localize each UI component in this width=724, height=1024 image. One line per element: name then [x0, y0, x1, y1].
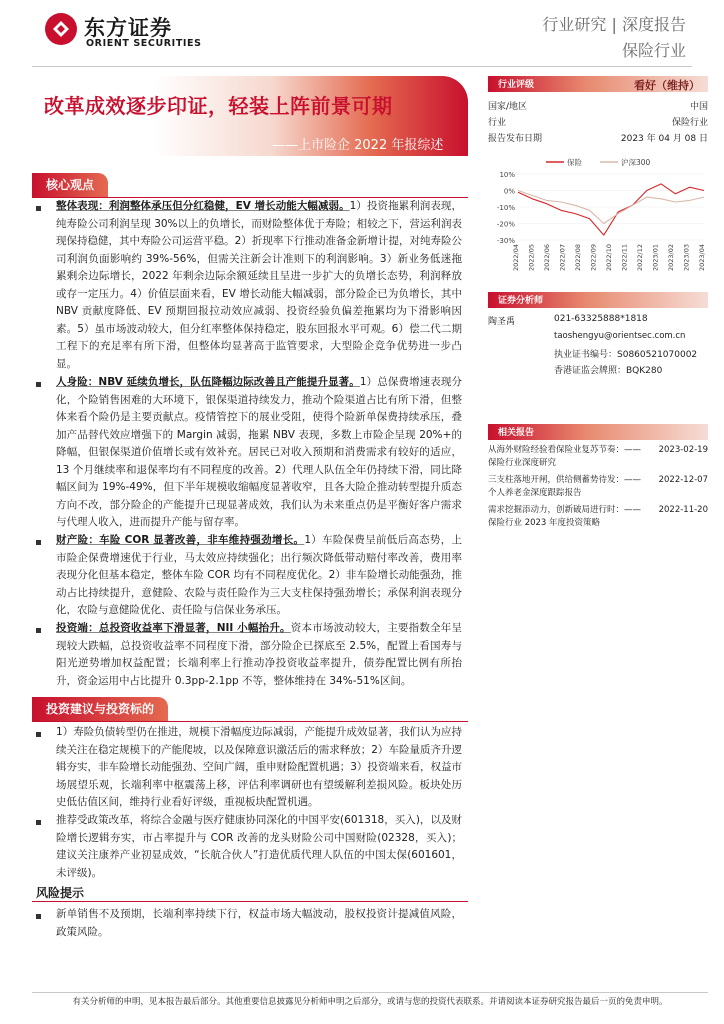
bullet-icon	[36, 628, 41, 633]
related-label: 相关报告	[498, 428, 535, 438]
performance-chart	[488, 152, 710, 278]
info-value: 2023 年 04 月 08 日	[620, 134, 708, 144]
analyst-phone: 021-63325888*1818	[554, 314, 648, 324]
related-report-date: 2022-11-20	[658, 505, 708, 515]
section-investment	[32, 697, 468, 722]
chart-x-tick-label: 2023/03	[682, 244, 691, 272]
related-report-title: 从海外财险经验看保险业复苏节奏：——	[488, 445, 642, 455]
chart-x-tick-label: 2022/07	[558, 244, 567, 272]
info-key: 报告发布日期	[488, 134, 543, 144]
bullet-icon	[36, 206, 41, 211]
info-key: 行业	[488, 118, 507, 128]
info-row	[488, 115, 708, 128]
footer-divider	[32, 992, 708, 993]
chart-x-tick-label: 2023/01	[651, 244, 660, 272]
bullet-icon	[36, 820, 41, 825]
chart-x-tick-label: 2022/05	[527, 244, 536, 272]
section-core-views-label: 核心观点	[32, 173, 108, 197]
related-bar	[488, 424, 708, 440]
chart-x-tick-label: 2022/06	[543, 244, 551, 272]
core-view-text: 1）车险保费呈前低后高态势，上市险企保费增速优于行业，马太效应持续强化；出行频次降低带动赔付率改善，费用率表现分化但基本稳定，整体车险 COR 均有不同程度优化。2）非车险增长动能强劲，推动占比持续提升，意健险、农险与责任险作为三大支柱保持强劲增长；承保利润表现分化，农险与意健险优化、责任险与信保业务承压。	[56, 534, 462, 616]
bullet-icon	[36, 540, 41, 545]
chart-y-tick-label: -30%	[496, 237, 515, 245]
chart-x-tick-label: 2022/08	[574, 244, 582, 272]
investment-paragraph: 推荐受政策改革，将综合金融与医疗健康协同深化的中国平安(601318，买入)，以及财险增长逻辑夯实，市占率提升与 COR 改善的龙头财险公司中国财险(02328，买入)；建议关注康养产业初显成效，“长航合伙人”打造优质代理人队伍的中国太保(601601，未评级)。	[56, 814, 462, 879]
chart-x-tick-label: 2022/04	[512, 244, 520, 272]
related-report-date: 2022-12-07	[658, 475, 708, 485]
info-value: 保险行业	[671, 118, 708, 128]
chart-x-tick-label: 2022/09	[589, 244, 598, 272]
report-type: 行业研究 | 深度报告	[542, 15, 686, 34]
chart-y-tick-label: 0%	[503, 187, 515, 196]
rating-label: 行业评级	[498, 80, 535, 90]
core-view-text: 1）总保费增速表现分化，个险销售困难的大环境下，银保渠道持续发力，推动个险渠道占比有所下滑，但整体来看个险仍是主要贡献点。疫情管控下的展业受阻，使得个险新单保费持续承压，叠加产品替代效应增强下的 Margin 减弱，拖累 NBV 表现，多数上市险企呈现 20%+的降幅，但银保渠道价值增长或有效补充。居民已对收入预期和消费需求有较好的适应，13 个月继续率和退保率均有不同程度的改善。2）代理人队伍全年仍持续下滑，同比降幅区间为 19%-49%，但下半年规模收缩幅度显著收窄，且各大险企推动转型提升质态方向不改，部分险企的产能提升已现显著成效，我们认为未来重点仍是平衡好客户需求与代理人收入，进而提升产能与留存率。	[56, 376, 462, 528]
chart-x-tick-label: 2023/02	[667, 244, 675, 272]
info-row	[488, 131, 708, 144]
bullet-icon	[36, 914, 41, 919]
related-report-item[interactable]	[488, 504, 708, 530]
core-view-paragraph	[56, 532, 462, 620]
section-core-views	[32, 173, 468, 198]
analyst-hk-license: 香港证监会牌照：BQK280	[554, 366, 663, 376]
chart-x-tick-label: 2022/10	[605, 244, 613, 272]
info-row	[488, 99, 708, 112]
brand-logo-icon	[44, 12, 78, 46]
chart-legend-label: 保险	[567, 158, 582, 167]
industry-name: 保险行业	[621, 41, 686, 60]
bullet-icon	[36, 732, 41, 737]
info-value: 中国	[689, 102, 708, 112]
core-view-lead: 人身险：NBV 延续负增长，队伍降幅边际改善且产能提升显著。	[56, 376, 360, 388]
related-report-sub: 保险行业 2023 年度投资策略	[488, 518, 601, 528]
risk-paragraph: 新单销售不及预期，长端利率持续下行，权益市场大幅波动，股权投资计提减值风险，政策风险。	[56, 908, 462, 938]
header-divider	[32, 66, 692, 67]
chart-y-tick-label: 10%	[499, 171, 515, 179]
core-view-lead: 财产险：车险 COR 显著改善，非车维持强劲增长。	[56, 534, 305, 546]
related-report-sub: 个人养老金深度跟踪报告	[488, 488, 582, 498]
chart-legend-label: 沪深300	[621, 158, 651, 167]
chart-y-tick-label: -20%	[496, 220, 515, 229]
core-view-paragraph	[56, 374, 462, 532]
related-report-title: 需求挖掘添动力，创新破局进行时：——	[488, 505, 642, 515]
risk-heading: 风险提示	[36, 886, 85, 900]
core-view-paragraph	[56, 620, 462, 690]
core-view-text: 资本市场波动较大，主要指数全年呈现较大跌幅，总投资收益率不同程度下滑，部分险企已探底至 2.5%，配置上看国寿与阳光逆势增加权益配置；长端利率上行推动净投资收益率提升，债券配置比例有所抬升，资金运用中占比提升 0.3pp-2.1pp 不等，整体维持在 34%-51%区间。	[56, 622, 463, 687]
related-report-item[interactable]	[488, 444, 708, 470]
analyst-name: 陶圣禹	[488, 317, 516, 327]
brand-name: 东方证券	[84, 16, 172, 40]
report-subtitle: ——上市险企 2022 年报综述	[272, 138, 444, 153]
brand-name-en: ORIENT SECURITIES	[86, 38, 202, 49]
risk-divider	[32, 901, 468, 902]
core-view-text: 1）投资拖累利润表现，纯寿险公司利润呈现 30%以上的负增长，而财险整体优于寿险；相较之下，营运利润表现保持稳健，其中寿险公司运营平稳。2）折现率下行推动准备金新增计提，对纯寿险公司利润负面影响约 39%-56%，但需关注新会计准则下的利润影响。3）新业务低迷拖累剩余边际增长，2022 年剩余边际余额延续且呈进一步扩大的负增长态势，利润释放或存一定压力。4）价值层面来看，EV 增长动能大幅减弱，部分险企已为负增长，其中 NBV 贡献度降低、EV 预期回报拉动效应减弱、投资经验负偏差拖累均为下滑影响因素。5）虽市场波动较大，但分红率整体保持稳定，股东回报水平可观。6）偿二代二期工程下的充足率有所下滑，但整体均显著高于监管要求，大型险企竞争优势进一步凸显。	[56, 200, 462, 370]
core-view-lead: 整体表现：利润整体承压但分红稳健，EV 增长动能大幅减弱。	[56, 200, 350, 212]
core-view-paragraph	[56, 198, 462, 373]
related-report-item[interactable]	[488, 474, 708, 500]
analyst-bar	[488, 292, 708, 308]
chart-y-tick-label: -10%	[496, 204, 515, 212]
section-investment-label: 投资建议与投资标的	[32, 697, 168, 721]
footer-disclaimer: 有关分析师的申明，见本报告最后部分。其他重要信息披露见分析师申明之后部分，或请与您的投资代表联系。并请阅读本证券研究报告最后一页的免责申明。	[72, 997, 668, 1007]
investment-paragraph: 1）寿险负债转型仍在推进，规模下滑幅度边际减弱，产能提升成效显著，我们认为应持续关注在稳定规模下的产能爬坡，以及保障意识激活后的需求释放；2）车险量质齐升逻辑夯实，非车险增长动能强劲、空间广阔，重申财险配置机遇；3）投资端来看，权益市场展望乐观，长端利率中枢震荡上移，评估利率调研也有望缓解利差损风险。板块处历史低估值区间，维持行业看好评级，重视板块配置机遇。	[56, 726, 462, 808]
info-key: 国家/地区	[488, 102, 528, 112]
chart-x-tick-label: 2022/11	[620, 244, 629, 272]
core-view-lead: 投资端：总投资收益率下滑显著，NII 小幅抬升。	[56, 622, 291, 634]
chart-x-tick-label: 2023/04	[698, 244, 706, 272]
rating-value: 看好（维持）	[634, 79, 700, 92]
analyst-cert: 执业证书编号：S0860521070002	[554, 350, 698, 360]
report-title: 改革成效逐步印证，轻装上阵前景可期	[44, 94, 393, 118]
related-report-sub: 保险行业深度研究	[488, 458, 557, 468]
analyst-label: 证券分析师	[498, 296, 544, 306]
analyst-row	[488, 314, 708, 327]
bullet-icon	[36, 382, 41, 387]
chart-series-line	[518, 184, 704, 235]
related-report-title: 三支柱落地开闸，供给侧蓄势待发：——	[488, 475, 642, 485]
analyst-email[interactable]: taoshengyu@orientsec.com.cn	[554, 331, 686, 341]
chart-x-tick-label: 2022/12	[636, 244, 644, 272]
related-report-date: 2023-02-19	[658, 445, 708, 455]
